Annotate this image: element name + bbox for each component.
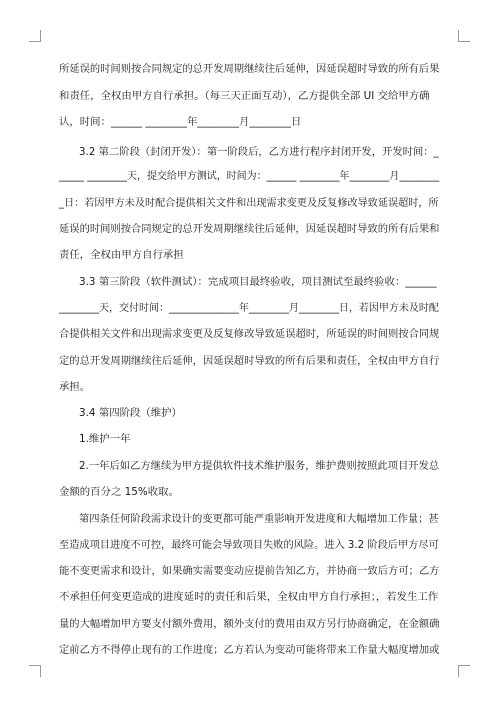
- text-line: 承担。: [59, 381, 91, 393]
- text-line: 金额的百分之 15%收取。: [59, 486, 179, 498]
- section-heading: 3.4 第四阶段（维护）: [79, 407, 182, 419]
- text-line: 认，时间：______ ________年________月________日: [59, 116, 302, 128]
- text-line: 能不变更需求和设计，如果确实需要变动应提前告知乙方，并协商一致后方可；乙方: [59, 565, 440, 577]
- crop-mark-top-right: [458, 30, 470, 42]
- text-line: 3.3 第三阶段（软件测试）：完成项目最终验收，项目测试至最终验收：______: [79, 276, 437, 288]
- crop-mark-bottom-left: [29, 665, 41, 677]
- text-line: 定前乙方不得停止现有的工作进度；乙方若认为变动可能将带来工作量大幅度增加或: [59, 644, 440, 656]
- text-line: 延误的时间则按合同规定的总开发周期继续往后延伸，因延误超时导致的所有后果和: [59, 223, 440, 235]
- text-line: 第四条任何阶段需求设计的变更都可能严重影响开发进度和大幅增加工作量；甚: [79, 513, 439, 525]
- text-line: 2.一年后如乙方继续为甲方提供软件技术维护服务，维护费则按照此项目开发总: [79, 460, 440, 472]
- text-line: 和责任，全权由甲方自行承担。（每三天正面互动），乙方提供全部 UI 交给甲方确: [59, 90, 430, 102]
- text-line: 所延误的时间则按合同规定的总开发周期继续往后延伸，因延误超时导致的所有后果: [59, 63, 440, 75]
- text-line: 1.维护一年: [79, 433, 131, 445]
- text-line: 合提供相关文件和出现需求变更及反复修改导致延误超时，所延误的时间则按合同规: [59, 328, 440, 340]
- text-line: _____ ________天，提交给甲方测试，时间为：______ ________年________月________: [59, 170, 440, 182]
- text-line: 不承担任何变更造成的进度延时的责任和后果，全权由甲方自行承担；，若发生工作: [59, 591, 439, 603]
- text-line: ________天，交付时间：______________年________月________日，若因甲方未及时配: [59, 302, 439, 314]
- crop-mark-top-left: [29, 30, 41, 42]
- text-line: 至造成项目进度不可控，最终可能会导致项目失败的风险。进入 3.2 阶段后甲方尽可: [59, 539, 439, 551]
- text-line: 3.2 第二阶段（封闭开发）：第一阶段后，乙方进行程序封闭开发，开发时间：_: [79, 146, 439, 158]
- text-line: 责任，全权由甲方自行承担: [59, 249, 184, 261]
- text-line: 量的大幅增加甲方要支付额外费用，额外支付的费用由双方另行协商确定，在金额确: [59, 618, 440, 630]
- crop-mark-bottom-right: [458, 665, 470, 677]
- text-line: 定的总开发周期继续往后延伸，因延误超时导致的所有后果和责任，全权由甲方自行: [59, 355, 440, 367]
- text-line: _日：若因甲方未及时配合提供相关文件和出现需求变更及反复修改导致延误超时，所: [59, 197, 439, 209]
